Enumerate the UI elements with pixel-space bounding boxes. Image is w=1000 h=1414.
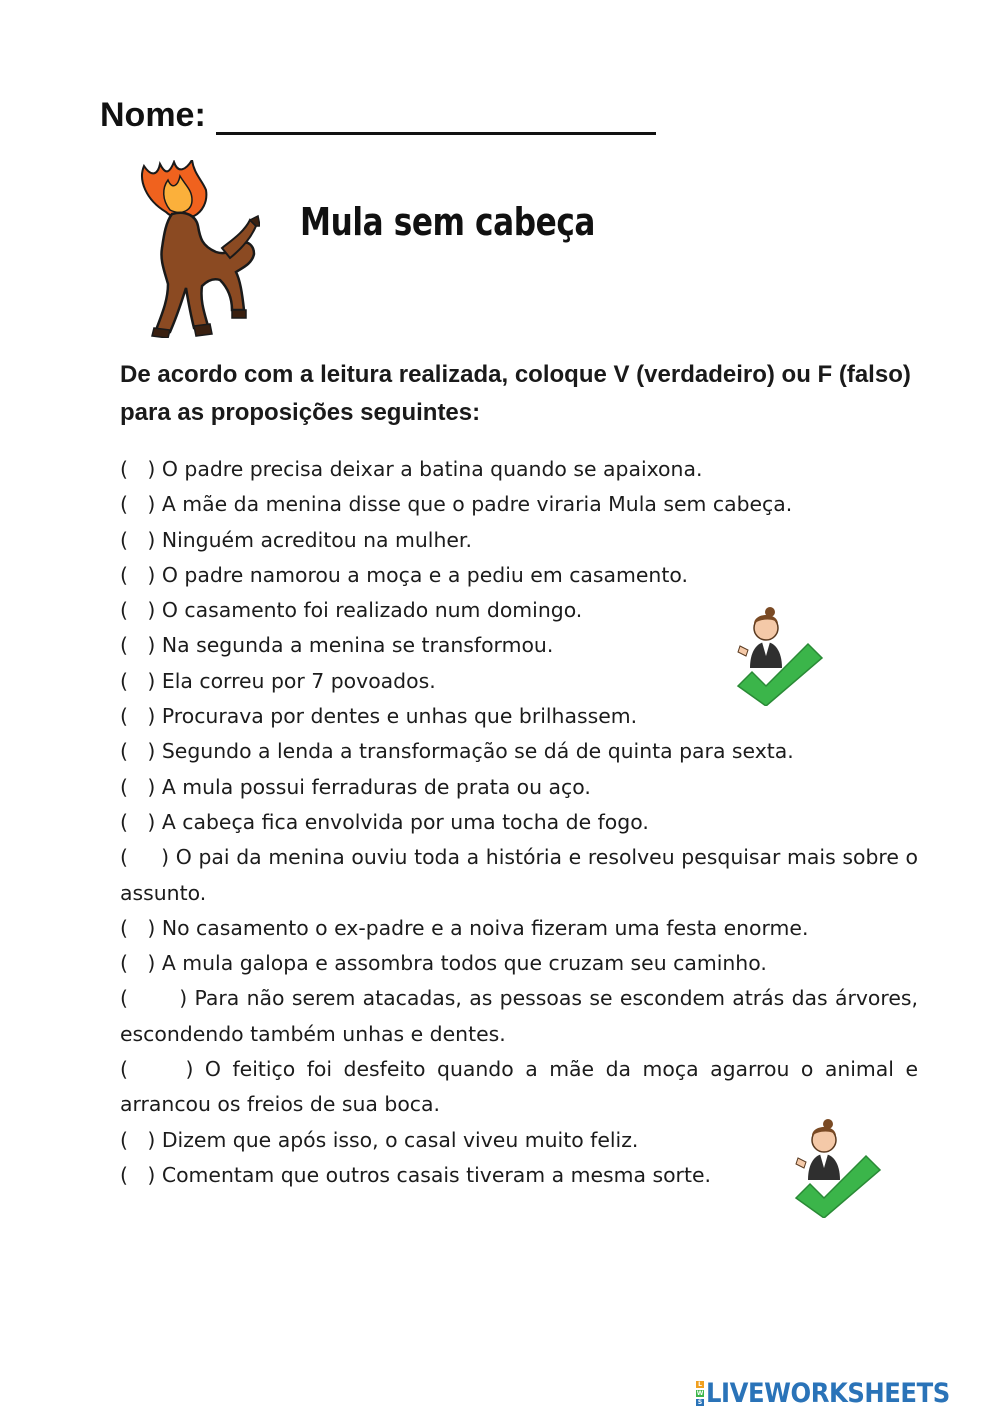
list-item [120,1052,918,1123]
statement-text: O padre namorou a moça e a pediu em casamento. [161,562,688,587]
list-item [120,981,918,1052]
list-item [120,911,918,946]
list-item [120,523,918,558]
answer-box[interactable]: ( ) [120,951,156,976]
list-item [120,840,918,911]
answer-box[interactable]: ( ) [120,774,156,799]
liveworksheets-brand [696,1378,977,1409]
list-item [120,734,918,769]
name-blank-line[interactable] [216,102,656,135]
teacher-checkmark-icon [788,1118,884,1218]
answer-box[interactable]: ( ) [120,739,156,764]
statement-text: A mula possui ferraduras de prata ou aço. [161,774,591,799]
answer-box[interactable]: ( ) [120,1162,156,1187]
statement-text: Segundo a lenda a transformação se dá de quinta para sexta. [161,739,794,764]
list-item [120,946,918,981]
statement-text: Dizem que após isso, o casal viveu muito feliz. [161,1127,639,1152]
page-title: Mula sem cabeça [300,200,596,244]
statement-text: Comentam que outros casais tiveram a mesma sorte. [161,1162,711,1187]
liveworksheets-logo-icon: L W S [696,1381,704,1406]
list-item [120,487,918,522]
statement-text: A cabeça fica envolvida por uma tocha de fogo. [161,809,649,834]
answer-box[interactable]: ( ) [120,633,156,658]
statement-text: No casamento o ex-padre e a noiva fizeram uma festa enorme. [161,915,809,940]
answer-box[interactable]: ( ) [120,492,156,517]
answer-box[interactable]: ( ) [120,845,170,870]
answer-box[interactable]: ( ) [120,668,156,693]
answer-box[interactable]: ( ) [120,1057,194,1082]
statement-text: O feitiço foi desfeito quando a mãe da moça agarrou o animal e arrancou os freios de sua boca. [120,1057,918,1117]
answer-box[interactable]: ( ) [120,598,156,623]
name-field-row [100,96,656,135]
answer-box[interactable]: ( ) [120,704,156,729]
list-item [120,805,918,840]
statement-text: Para não serem atacadas, as pessoas se escondem atrás das árvores, escondendo também unhas e dentes. [120,986,918,1046]
answer-box[interactable]: ( ) [120,562,156,587]
statement-list [120,452,918,1193]
answer-box[interactable]: ( ) [120,986,188,1011]
statement-text: Ninguém acreditou na mulher. [161,527,472,552]
answer-box[interactable]: ( ) [120,915,156,940]
list-item [120,452,918,487]
list-item [120,770,918,805]
statement-text: Na segunda a menina se transformou. [161,633,554,658]
answer-box[interactable]: ( ) [120,809,156,834]
list-item [120,558,918,593]
answer-box[interactable]: ( ) [120,457,156,481]
statement-text: O casamento foi realizado num domingo. [161,598,583,623]
instruction-text: De acordo com a leitura realizada, coloque V (verdadeiro) ou F (falso) para as proposições seguintes: [120,361,911,426]
statement-text: Ela correu por 7 povoados. [161,668,436,693]
statement-text: A mãe da menina disse que o padre viraria Mula sem cabeça. [161,492,793,517]
mule-illustration [136,160,260,338]
statement-text: Procurava por dentes e unhas que brilhassem. [161,704,638,729]
brand-name: LIVEWORKSHEETS [706,1378,950,1409]
answer-box[interactable]: ( ) [120,527,156,552]
statement-text: O padre precisa deixar a batina quando se apaixona. [161,457,703,481]
answer-box[interactable]: ( ) [120,1127,156,1152]
teacher-checkmark-icon [730,606,826,706]
name-label: Nome: [100,96,206,134]
statement-text: O pai da menina ouviu toda a história e resolveu pesquisar mais sobre o assunto. [120,845,918,905]
statement-text: A mula galopa e assombra todos que cruzam seu caminho. [161,951,767,976]
